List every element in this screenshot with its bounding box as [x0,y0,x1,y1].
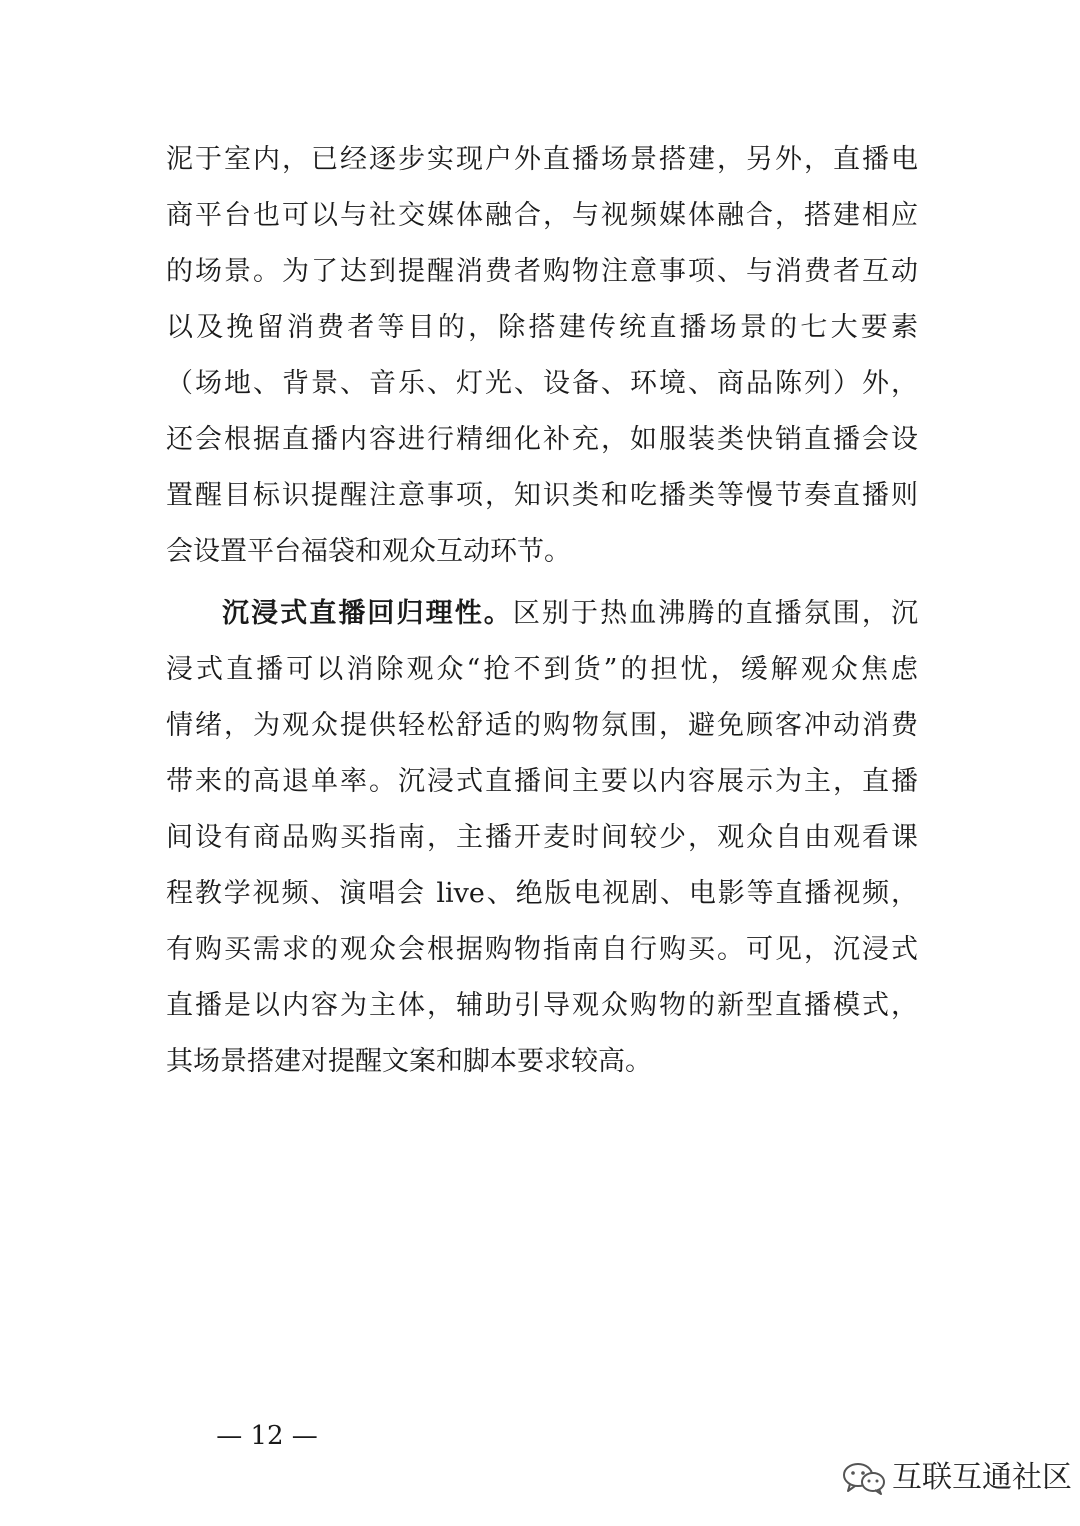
paragraph-1-line-8: 会设置平台福袋和观众互动环节。 [166,536,571,567]
paragraph-2-line-1 [222,594,918,634]
paragraph-2-line-9: 其场景搭建对提醒文案和脚本要求较高。 [166,1046,652,1077]
paragraph-1-line-2: 商平台也可以与社交媒体融合，与视频媒体融合，搭建相应 [166,200,918,231]
paragraph-2-line-6: 程教学视频、演唱会 live、绝版电视剧、电影等直播视频， [166,878,918,909]
paragraph-1-line-3: 的场景。为了达到提醒消费者购物注意事项、与消费者互动 [166,256,918,287]
wechat-icon [842,1461,886,1495]
paragraph-2-line-2: 浸式直播可以消除观众“抢不到货”的担忧，缓解观众焦虑 [166,654,918,685]
watermark-text: 互联互通社区 [892,1460,1072,1495]
paragraph-2-line-7: 有购买需求的观众会根据购物指南自行购买。可见，沉浸式 [166,934,918,965]
paragraph-2-line-8: 直播是以内容为主体，辅助引导观众购物的新型直播模式， [166,990,918,1021]
paragraph-2-bold-lead: 沉浸式直播回归理性。 [222,598,513,629]
watermark [842,1458,1072,1498]
paragraph-1-line-4: 以及挽留消费者等目的，除搭建传统直播场景的七大要素 [166,312,918,343]
paragraph-2-line-3: 情绪，为观众提供轻松舒适的购物氛围，避免顾客冲动消费 [166,710,918,741]
paragraph-2-line-1-rest: 区别于热血沸腾的直播氛围，沉 [512,598,919,629]
paragraph-1-line-7: 置醒目标识提醒注意事项，知识类和吃播类等慢节奏直播则 [166,480,918,511]
paragraph-2-line-5: 间设有商品购买指南，主播开麦时间较少，观众自由观看课 [166,822,918,853]
paragraph-1-line-6: 还会根据直播内容进行精细化补充，如服装类快销直播会设 [166,424,918,455]
paragraph-2-line-4: 带来的高退单率。沉浸式直播间主要以内容展示为主，直播 [166,766,918,797]
paragraph-1-line-5: （场地、背景、音乐、灯光、设备、环境、商品陈列）外， [166,368,918,399]
page-number: — 12 — [216,1421,318,1451]
paragraph-1-line-1: 泥于室内，已经逐步实现户外直播场景搭建，另外，直播电 [166,144,918,175]
